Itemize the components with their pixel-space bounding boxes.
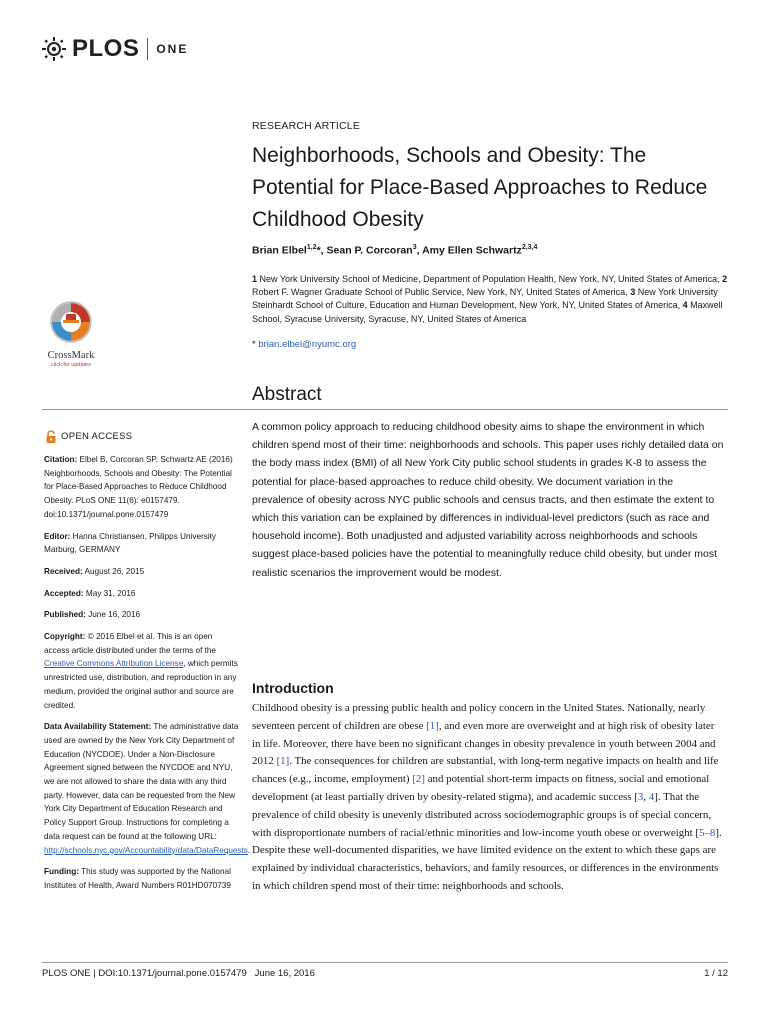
intro-text-part: ]. Despite these well-documented disparities, we have limited evidence on the extent to which these gaps are explained by individual characteristics, behaviors, and family resources, or differences in the environments in which children spend most of their time: neighborhoods and schools. — [252, 826, 722, 892]
crossmark-badge[interactable] — [40, 300, 102, 368]
affiliation-text: New York University Steinhardt School of Culture, Education and Human Development, New York, NY, United States of America, — [252, 287, 718, 311]
received-date: August 26, 2015 — [84, 566, 145, 576]
citation-text: Elbel B, Corcoran SP, Schwartz AE (2016) Neighborhoods, Schools and Obesity: The Potential for Place-Based Approaches to Reduce Childhood Obesity. PLoS ONE 11(6): e0157479. doi:10.1371/journal.pone.0157479 — [44, 455, 233, 519]
author-affiliation-sup: 3 — [412, 244, 417, 251]
email-prefix: * — [252, 339, 259, 350]
editor-text: Hanna Christiansen, Philipps University Marburg, GERMANY — [44, 531, 217, 555]
reference-link[interactable]: 4 — [648, 790, 655, 803]
intro-text-part: Childhood obesity is a pressing public health and policy concern in the United States. Nationally, nearly seventeen percent of children are obese — [252, 702, 706, 732]
reference-link[interactable]: 3 — [637, 790, 644, 803]
accepted-block — [44, 587, 240, 601]
editor-label: Editor: — [44, 531, 71, 541]
intro-text-part: and potential short-term impacts on fitness, social and emotional development (at least partially driven by obesity-related stigma), and academic success [ — [252, 773, 710, 803]
abstract-divider — [42, 409, 728, 410]
intro-text-part: ]. That the prevalence of child obesity is unevenly distributed across sociodemographic groups is of special concern, with disproportionate numbers of racial/ethnic minorities and low-income youth obese or overweight [ — [252, 790, 712, 839]
editor-block — [44, 530, 240, 557]
intro-text-part: . The consequences for children are substantial, with long-term negative impacts on health and life chances (e.g., income, employment) — [252, 755, 719, 786]
affiliation-number: 2 — [722, 274, 728, 284]
crossmark-sublabel: click for updates — [51, 362, 91, 368]
crossmark-icon — [49, 300, 93, 344]
license-link[interactable]: Creative Commons Attribution License — [44, 659, 184, 669]
affiliation-number: 1 — [252, 274, 258, 284]
affiliation-text: New York University School of Medicine, Department of Population Health, New York, NY, United States of America, — [259, 274, 720, 284]
plos-logo-text: PLOS — [72, 35, 140, 62]
affiliation-number: 3 — [630, 287, 636, 298]
copyright-label: Copyright: — [44, 632, 86, 642]
author-list — [252, 244, 732, 257]
plos-logo[interactable] — [40, 34, 188, 64]
abstract-text: A common policy approach to reducing childhood obesity aims to shape the environment in which children spend most of their time: neighborhoods and schools. This paper uses richly detailed data on the body mass index (BMI) of all New York City public school students in grades K-8 to assess the potential for place-based approaches to reduce child obesity. We document variation in the prevalence of obesity across NYC public schools and census tracts, and then estimate the extent to which this variation can be explained by differences in individual-level predictors (such as race and household income). Both unadjusted and adjusted variability across neighborhoods and schools suggest place-based policies have the potential to meaningfully reduce child obesity, but under most realistic scenarios the improvement would be modest. — [252, 421, 724, 579]
author-separator: , — [416, 244, 423, 257]
article-info-sidebar — [44, 430, 251, 901]
author-affiliation-sup: 2,3,4 — [521, 244, 538, 251]
journal-name: ONE — [156, 42, 189, 56]
plos-logo-icon — [40, 35, 68, 63]
published-label: Published: — [44, 610, 86, 620]
reference-link[interactable]: [1] — [426, 719, 439, 732]
page-number: 1 / 12 — [704, 968, 728, 979]
intro-text-part: , and even more are overweight and at high risk of obesity later in life. Moreover, there have been no significant changes in obesity prevalence in youth between 2004 and 2012 — [252, 719, 716, 768]
intro-text-part: , — [643, 790, 649, 803]
data-request-link[interactable]: http://schools.nyc.gov/Accountability/data/DataRequests — [44, 845, 248, 855]
published-date: June 16, 2016 — [88, 610, 141, 620]
data-availability-block — [44, 720, 251, 857]
affiliation-text: Robert F. Wagner Graduate School of Public Service, New York, NY, United States of America, — [252, 287, 628, 298]
author-name[interactable]: Brian Elbel — [252, 244, 307, 257]
author-separator: *, — [316, 244, 327, 257]
affiliations — [252, 273, 728, 326]
received-block — [44, 565, 240, 579]
reference-link[interactable]: [1] — [276, 755, 290, 768]
received-label: Received: — [44, 566, 83, 576]
corresponding-email — [252, 339, 356, 350]
article-type: RESEARCH ARTICLE — [252, 120, 361, 132]
funding-label: Funding: — [44, 867, 80, 877]
reference-link[interactable]: [2] — [412, 773, 425, 786]
logo-divider — [147, 38, 148, 60]
funding-block — [44, 865, 240, 892]
footer-divider — [42, 962, 728, 963]
introduction-heading: Introduction — [252, 680, 334, 696]
funding-text: This study was supported by the National Institutes of Health, Award Numbers R01HD070739 — [44, 867, 231, 890]
article-title: Neighborhoods, Schools and Obesity: The Potential for Place-Based Approaches to Reduce Childhood Obesity — [252, 144, 708, 231]
published-block — [44, 608, 240, 622]
citation-block — [44, 453, 240, 522]
author-affiliation-sup: 1,2 — [306, 244, 317, 251]
open-access-badge — [44, 430, 240, 444]
footer-citation: PLOS ONE | DOI:10.1371/journal.pone.0157479 June 16, 2016 — [42, 968, 315, 979]
copyright-text: © 2016 Elbel et al. This is an open access article distributed under the terms of the — [44, 632, 217, 655]
email-link[interactable]: brian.elbel@nyumc.org — [258, 339, 357, 350]
open-lock-icon — [44, 430, 58, 444]
copyright-text-end: , which permits unrestricted use, distribution, and reproduction in any medium, provided the original author and source are credited. — [44, 659, 238, 710]
data-availability-text: The administrative data used are owned by the New York City Department of Education (NYCDOE). Under a Non-Disclosure Agreement signed between the NYCDOE and NYU, we are not allowed to share the data with any third party. However, data can be requested from the New York City Department of Education Research and Policy Support Group. Instructions for completing a data request can be found at the following URL: — [44, 722, 239, 841]
affiliation-text: Maxwell School, Syracuse University, Syracuse, NY, United States of America — [252, 300, 723, 324]
open-access-label: OPEN ACCESS — [61, 431, 133, 443]
reference-link[interactable]: 5–8 — [699, 826, 716, 839]
copyright-block — [44, 630, 240, 712]
crossmark-label: CrossMark — [47, 350, 95, 361]
data-availability-label: Data Availability Statement: — [44, 722, 152, 732]
abstract-heading: Abstract — [252, 384, 322, 405]
affiliation-number: 4 — [682, 300, 688, 311]
accepted-label: Accepted: — [44, 588, 84, 598]
accepted-date: May 31, 2016 — [85, 588, 136, 598]
author-name[interactable]: Sean P. Corcoran — [326, 244, 413, 257]
introduction-text — [252, 700, 724, 896]
author-name[interactable]: Amy Ellen Schwartz — [422, 244, 522, 257]
citation-label: Citation: — [44, 455, 78, 464]
data-availability-end: . — [247, 845, 251, 855]
